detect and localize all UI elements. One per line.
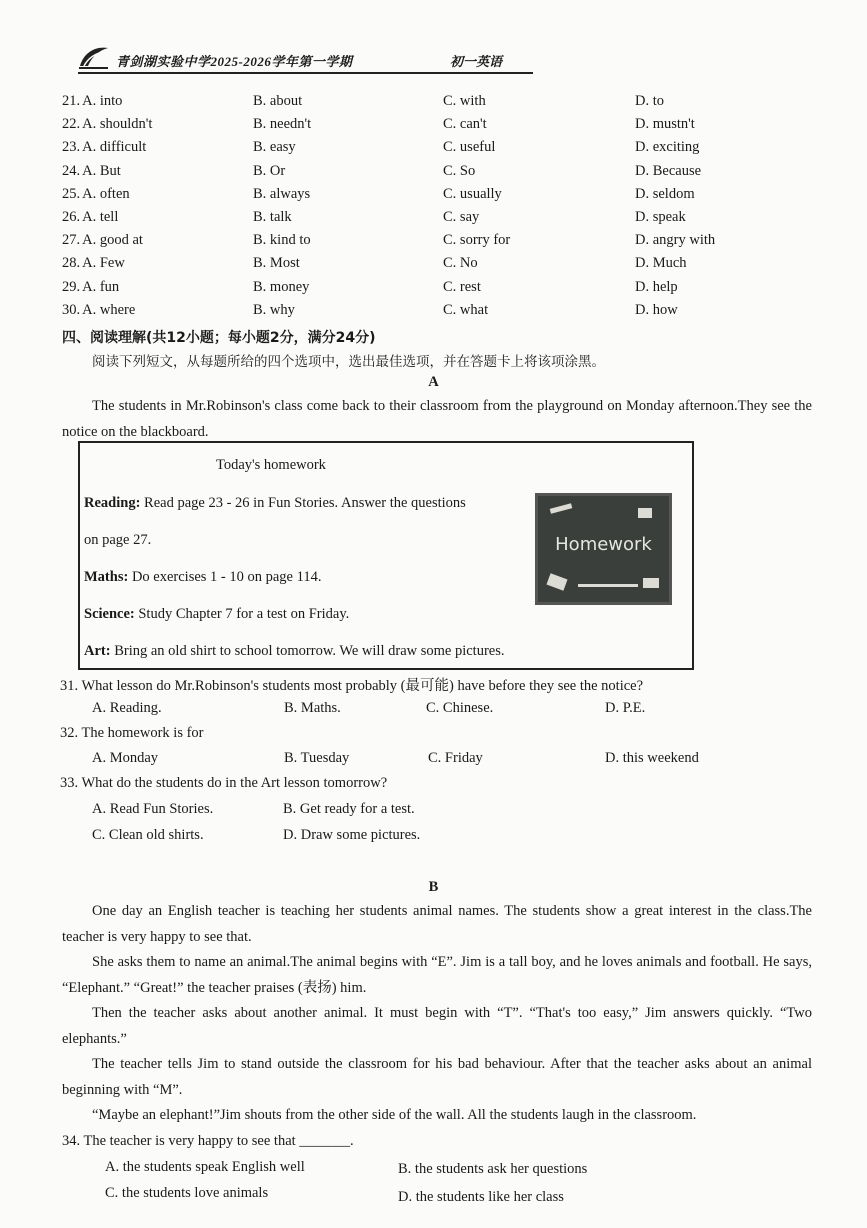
science-text: Study Chapter 7 for a test on Friday.: [134, 606, 350, 622]
question-number: 23.: [62, 139, 81, 156]
cloze-option-b: B. Or: [253, 162, 286, 179]
cloze-option-a: [62, 209, 118, 226]
passage-b-label: B: [428, 879, 439, 895]
option-text: A. But: [82, 162, 121, 179]
question-number: 28.: [62, 255, 81, 272]
cloze-option-c: C. can't: [443, 116, 487, 133]
cloze-row: [0, 232, 867, 254]
option-text: A. often: [82, 185, 130, 202]
cloze-row: [0, 186, 867, 208]
cloze-option-c: C. say: [443, 209, 480, 225]
q31-option-a: A. Reading.: [92, 700, 162, 716]
cloze-option-d: D. how: [635, 301, 678, 318]
q32-option-d: D. this weekend: [605, 750, 699, 766]
passage-b-para-4: The teacher tells Jim to stand outside the classroom for his bad behaviour. After that the teacher asks about an animal beginning with “M”.: [62, 1056, 812, 1098]
question-number: 27.: [62, 232, 81, 249]
reading-text: Read page 23 - 26 in Fun Stories. Answer the questions: [140, 495, 466, 511]
cloze-option-d: D. to: [635, 93, 664, 109]
question-33: 33. What do the students do in the Art lesson tomorrow?: [60, 775, 388, 791]
blackboard-image: [535, 493, 672, 605]
cloze-option-c: C. No: [443, 255, 478, 272]
cloze-option-b: B. always: [253, 185, 311, 202]
homework-notice: [78, 441, 694, 670]
option-text: A. good at: [82, 232, 143, 249]
art-text: Bring an old shirt to school tomorrow. We will draw some pictures.: [110, 643, 505, 659]
cloze-row: [0, 93, 867, 115]
q33-option-d: D. Draw some pictures.: [283, 827, 421, 843]
cloze-row: [0, 116, 867, 138]
option-text: A. where: [82, 301, 136, 318]
option-text: A. tell: [82, 209, 119, 225]
question-number: 30.: [62, 301, 81, 318]
cloze-row: [0, 302, 867, 324]
cloze-option-b: B. money: [253, 278, 310, 295]
page-header: [78, 44, 533, 74]
cloze-option-d: D. seldom: [635, 185, 695, 202]
q34-option-d: D. the students like her class: [398, 1189, 564, 1205]
cloze-option-a: [62, 116, 152, 133]
cloze-option-d: D. exciting: [635, 139, 700, 156]
option-text: A. difficult: [82, 139, 147, 156]
cloze-option-d: D. help: [635, 278, 678, 295]
school-title: 青剑湖实验中学2025-2026学年第一学期: [116, 54, 353, 69]
cloze-option-d: D. Much: [635, 255, 687, 272]
cloze-option-c: C. rest: [443, 278, 481, 295]
cloze-option-b: B. easy: [253, 139, 296, 156]
cloze-option-a: [62, 279, 119, 296]
cloze-option-c: C. useful: [443, 139, 496, 156]
cloze-option-b: B. Most: [253, 255, 300, 272]
passage-b-para-3: Then the teacher asks about another animal. It must begin with “T”. “That's too easy,” Jim answers quickly. “Two elephants.”: [62, 1005, 812, 1047]
question-number: 25.: [62, 185, 81, 202]
option-text: A. Few: [82, 255, 125, 272]
cloze-option-a: [62, 255, 125, 272]
cloze-option-a: [62, 232, 143, 249]
cloze-option-c: C. usually: [443, 185, 502, 202]
notice-science: [84, 606, 349, 623]
cloze-option-c: C. So: [443, 162, 476, 179]
cloze-option-a: [62, 302, 135, 319]
question-number: 22.: [62, 116, 81, 133]
q34-option-b: B. the students ask her questions: [398, 1161, 588, 1177]
school-logo-icon: [78, 44, 110, 70]
notice-title: Today's homework: [216, 457, 326, 473]
cloze-option-c: C. what: [443, 301, 489, 318]
question-number: 26.: [62, 209, 81, 225]
cloze-option-a: [62, 186, 130, 203]
option-text: A. into: [82, 93, 123, 109]
option-text: A. shouldn't: [82, 116, 153, 133]
notice-reading: [84, 495, 466, 512]
q31-option-c: C. Chinese.: [426, 700, 494, 716]
notice-maths: [84, 569, 321, 586]
cloze-row: [0, 139, 867, 161]
section-title: 四、阅读理解(共12小题；每小题2分，满分24分): [62, 330, 376, 346]
option-text: A. fun: [82, 278, 120, 295]
passage-a-intro: The students in Mr.Robinson's class come back to their classroom from the playground on Monday afternoon.They see the notice on the blackboard.: [62, 398, 812, 440]
passage-a-label: A: [428, 374, 439, 390]
cloze-option-b: B. talk: [253, 209, 292, 225]
grade-subject: 初一英语: [450, 54, 503, 69]
cloze-option-d: D. Because: [635, 162, 702, 179]
cloze-option-a: [62, 93, 122, 110]
question-number: 24.: [62, 162, 81, 179]
cloze-option-c: C. sorry for: [443, 232, 511, 249]
art-label: Art:: [84, 643, 111, 659]
question-number: 29.: [62, 278, 81, 295]
q32-option-b: B. Tuesday: [284, 750, 350, 766]
cloze-option-d: D. mustn't: [635, 116, 695, 133]
passage-b-para-5: “Maybe an elephant!”Jim shouts from the other side of the wall. All the students laugh in the classroom.: [92, 1107, 697, 1123]
maths-text: Do exercises 1 - 10 on page 114.: [128, 569, 322, 585]
q33-option-a: A. Read Fun Stories.: [92, 801, 214, 817]
q33-option-c: C. Clean old shirts.: [92, 827, 204, 843]
science-label: Science:: [84, 606, 135, 622]
section-instruction: 阅读下列短文，从每题所给的四个选项中，选出最佳选项，并在答题卡上将该项涂黑。: [92, 354, 605, 370]
notice-art: [84, 643, 504, 660]
cloze-option-d: D. angry with: [635, 232, 716, 249]
q32-option-c: C. Friday: [428, 750, 483, 766]
question-34: 34. The teacher is very happy to see that _______.: [62, 1133, 354, 1149]
q34-option-c: C. the students love animals: [105, 1185, 269, 1201]
q33-option-b: B. Get ready for a test.: [283, 801, 415, 817]
passage-b-para-1: One day an English teacher is teaching her students animal names. The students show a great interest in the class.The teacher is very happy to see that.: [62, 903, 812, 945]
q31-option-b: B. Maths.: [284, 700, 341, 716]
cloze-row: [0, 209, 867, 231]
reading-label: Reading:: [84, 495, 141, 511]
cloze-row: [0, 279, 867, 301]
blackboard-text: Homework: [555, 534, 652, 555]
cloze-option-b: B. why: [253, 301, 295, 318]
cloze-option-b: B. about: [253, 93, 303, 109]
cloze-option-b: B. needn't: [253, 116, 312, 133]
question-31: 31. What lesson do Mr.Robinson's students most probably (最可能) have before they see the notice?: [60, 678, 644, 694]
question-number: 21.: [62, 93, 81, 109]
cloze-option-a: [62, 163, 121, 180]
cloze-row: [0, 163, 867, 185]
cloze-row: [0, 255, 867, 277]
cloze-option-c: C. with: [443, 93, 486, 109]
maths-label: Maths:: [84, 569, 129, 585]
cloze-option-a: [62, 139, 146, 156]
passage-b-para-2: She asks them to name an animal.The animal begins with “E”. Jim is a tall boy, and he loves animals and football. He says, “Elephant.” “Great!” the teacher praises (表扬) him.: [62, 954, 812, 996]
cloze-option-b: B. kind to: [253, 232, 311, 249]
q31-option-d: D. P.E.: [605, 700, 646, 716]
q34-option-a: A. the students speak English well: [105, 1159, 305, 1175]
cloze-option-d: D. speak: [635, 209, 686, 225]
notice-reading-cont: on page 27.: [84, 532, 152, 548]
question-32: 32. The homework is for: [60, 725, 204, 741]
q32-option-a: A. Monday: [92, 750, 159, 766]
